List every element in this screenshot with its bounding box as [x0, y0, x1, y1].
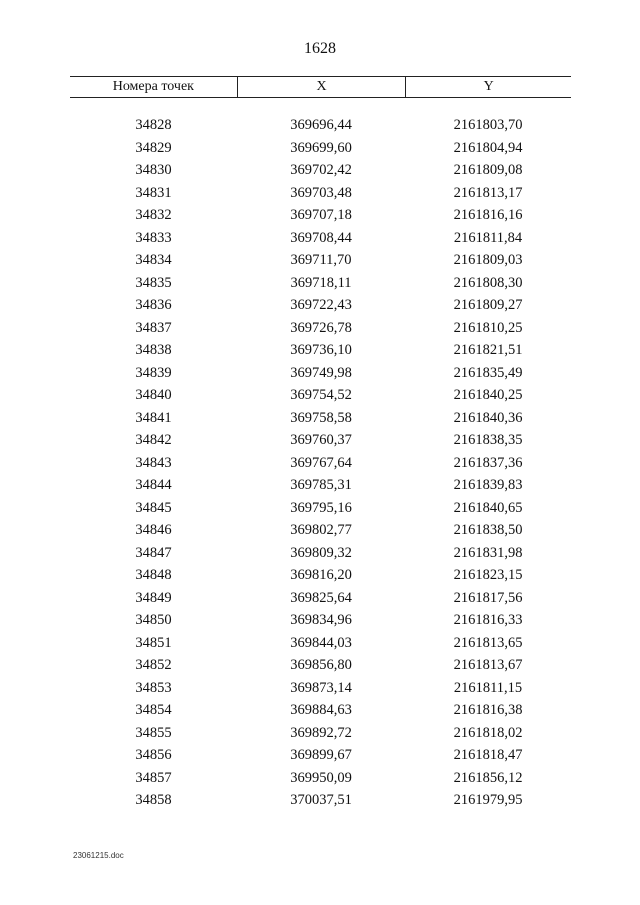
table-row — [70, 407, 571, 430]
y-coordinate-cell: 2161837,36 — [453, 454, 523, 471]
x-coordinate-cell: 369856,80 — [290, 657, 352, 673]
table-row — [70, 452, 571, 475]
table-row — [70, 362, 571, 385]
x-coordinate-cell: 369884,63 — [290, 702, 352, 718]
y-coordinate-cell: 2161816,16 — [453, 207, 523, 223]
point-number-cell: 34848 — [135, 567, 172, 583]
y-coordinate-cell: 2161823,15 — [453, 567, 523, 583]
x-coordinate-cell: 369795,16 — [290, 499, 352, 516]
x-coordinate-cell: 369703,48 — [290, 184, 352, 201]
x-coordinate-cell: 369749,98 — [290, 364, 352, 381]
column-header-y: Y — [405, 76, 571, 97]
point-number-cell: 34832 — [135, 207, 172, 223]
table-row — [70, 632, 571, 655]
table-row — [70, 654, 571, 677]
point-number-cell: 34854 — [135, 702, 172, 718]
x-coordinate-cell: 369711,70 — [290, 252, 352, 268]
document-filename: 23061215.doc — [73, 851, 124, 860]
point-number-cell: 34845 — [135, 499, 172, 516]
table-header-row — [70, 76, 571, 97]
table-row — [70, 182, 571, 205]
y-coordinate-cell: 2161804,94 — [453, 139, 523, 156]
y-coordinate-cell: 2161979,95 — [453, 792, 523, 808]
y-coordinate-cell: 2161808,30 — [453, 274, 523, 291]
column-header-point-number: Номера точек — [112, 79, 194, 94]
table-row — [70, 699, 571, 722]
table-row — [70, 474, 571, 497]
x-coordinate-cell: 369760,37 — [290, 432, 352, 448]
y-coordinate-cell: 2161813,65 — [453, 634, 523, 651]
point-number-cell: 34849 — [135, 589, 172, 606]
x-coordinate-cell: 369718,11 — [290, 274, 352, 291]
point-number-cell: 34855 — [135, 724, 172, 741]
y-coordinate-cell: 2161810,25 — [453, 319, 523, 336]
y-coordinate-cell: 2161831,98 — [453, 544, 523, 561]
x-coordinate-cell: 369767,64 — [290, 454, 352, 471]
y-coordinate-cell: 2161840,25 — [453, 387, 523, 403]
y-coordinate-cell: 2161813,17 — [453, 184, 523, 201]
x-coordinate-cell: 369722,43 — [290, 297, 352, 313]
point-number-cell: 34843 — [135, 454, 172, 471]
table-row — [70, 722, 571, 745]
table-row — [70, 497, 571, 520]
y-coordinate-cell: 2161818,47 — [453, 747, 523, 763]
table-row — [70, 114, 571, 137]
point-number-cell: 34856 — [135, 747, 172, 763]
point-number-cell: 34844 — [135, 477, 172, 493]
table-row — [70, 339, 571, 362]
x-coordinate-cell: 369802,77 — [290, 522, 352, 538]
point-number-cell: 34852 — [135, 657, 172, 673]
x-coordinate-cell: 369892,72 — [290, 724, 352, 741]
table-row — [70, 677, 571, 700]
x-coordinate-cell: 369950,09 — [290, 769, 352, 786]
x-coordinate-cell: 369696,44 — [290, 117, 352, 133]
y-coordinate-cell: 2161809,03 — [453, 252, 523, 268]
x-coordinate-cell: 369816,20 — [290, 567, 352, 583]
x-coordinate-cell: 369758,58 — [290, 409, 352, 426]
y-coordinate-cell: 2161838,50 — [453, 522, 523, 538]
x-coordinate-cell: 369726,78 — [290, 319, 352, 336]
point-number-cell: 34834 — [135, 252, 172, 268]
point-number-cell: 34831 — [135, 184, 172, 201]
y-coordinate-cell: 2161840,65 — [453, 499, 523, 516]
x-coordinate-cell: 369834,96 — [290, 612, 352, 628]
x-coordinate-cell: 369699,60 — [290, 139, 352, 156]
point-number-cell: 34840 — [135, 387, 172, 403]
y-coordinate-cell: 2161816,33 — [453, 612, 523, 628]
point-number-cell: 34853 — [135, 679, 172, 696]
point-number-cell: 34830 — [135, 162, 172, 178]
y-coordinate-cell: 2161856,12 — [453, 769, 523, 786]
point-number-cell: 34839 — [135, 364, 172, 381]
point-number-cell: 34833 — [135, 229, 172, 246]
y-coordinate-cell: 2161811,84 — [453, 229, 523, 246]
y-coordinate-cell: 2161816,38 — [453, 702, 523, 718]
table-row — [70, 519, 571, 542]
y-coordinate-cell: 2161818,02 — [453, 724, 523, 741]
x-coordinate-cell: 369708,44 — [290, 229, 352, 246]
point-number-cell: 34829 — [135, 139, 172, 156]
table-row — [70, 137, 571, 160]
y-coordinate-cell: 2161821,51 — [453, 342, 523, 358]
y-coordinate-cell: 2161839,83 — [453, 477, 523, 493]
x-coordinate-cell: 369754,52 — [290, 387, 352, 403]
x-coordinate-cell: 369785,31 — [290, 477, 352, 493]
table-body — [70, 114, 571, 812]
point-number-cell: 34846 — [135, 522, 172, 538]
y-coordinate-cell: 2161811,15 — [453, 679, 523, 696]
point-number-cell: 34836 — [135, 297, 172, 313]
point-number-cell: 34847 — [135, 544, 172, 561]
x-coordinate-cell: 369873,14 — [290, 679, 352, 696]
y-coordinate-cell: 2161838,35 — [453, 432, 523, 448]
table-row — [70, 789, 571, 812]
table-row — [70, 317, 571, 340]
y-coordinate-cell: 2161813,67 — [453, 657, 523, 673]
x-coordinate-cell: 369899,67 — [290, 747, 352, 763]
point-number-cell: 34841 — [135, 409, 172, 426]
table-row — [70, 249, 571, 272]
y-coordinate-cell: 2161809,27 — [453, 297, 523, 313]
point-number-cell: 34842 — [135, 432, 172, 448]
point-number-cell: 34828 — [135, 117, 172, 133]
table-row — [70, 564, 571, 587]
x-coordinate-cell: 369809,32 — [290, 544, 352, 561]
table-row — [70, 272, 571, 295]
point-number-cell: 34838 — [135, 342, 172, 358]
point-number-cell: 34835 — [135, 274, 172, 291]
point-number-cell: 34837 — [135, 319, 172, 336]
table-row — [70, 767, 571, 790]
table-row — [70, 587, 571, 610]
y-coordinate-cell: 2161809,08 — [453, 162, 523, 178]
table-row — [70, 159, 571, 182]
y-coordinate-cell: 2161803,70 — [453, 117, 523, 133]
y-coordinate-cell: 2161835,49 — [453, 364, 523, 381]
x-coordinate-cell: 369844,03 — [290, 634, 352, 651]
table-row — [70, 744, 571, 767]
table-row — [70, 204, 571, 227]
y-coordinate-cell: 2161817,56 — [453, 589, 523, 606]
point-number-cell: 34850 — [135, 612, 172, 628]
column-header-x: X — [237, 76, 406, 97]
table-row — [70, 542, 571, 565]
x-coordinate-cell: 369736,10 — [290, 342, 352, 358]
point-number-cell: 34858 — [135, 792, 172, 808]
table-row — [70, 609, 571, 632]
point-number-cell: 34857 — [135, 769, 172, 786]
x-coordinate-cell: 370037,51 — [290, 792, 352, 808]
page-number: 1628 — [304, 40, 336, 57]
table-row — [70, 294, 571, 317]
x-coordinate-cell: 369825,64 — [290, 589, 352, 606]
x-coordinate-cell: 369707,18 — [290, 207, 352, 223]
table-row — [70, 384, 571, 407]
point-number-cell: 34851 — [135, 634, 172, 651]
table-row — [70, 429, 571, 452]
table-row — [70, 227, 571, 250]
y-coordinate-cell: 2161840,36 — [453, 409, 523, 426]
x-coordinate-cell: 369702,42 — [290, 162, 352, 178]
table-header-bottom-rule — [70, 97, 571, 98]
